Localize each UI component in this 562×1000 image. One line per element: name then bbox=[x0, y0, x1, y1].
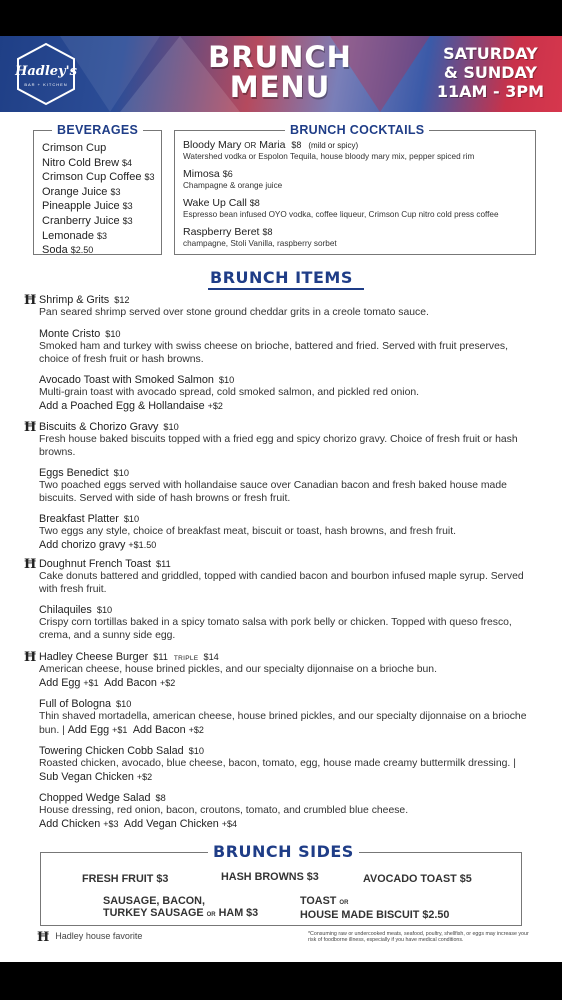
item-name-line bbox=[39, 745, 204, 758]
item-name: Chopped Wedge Salad bbox=[39, 792, 151, 804]
list-item bbox=[183, 168, 529, 191]
list-item bbox=[183, 197, 529, 220]
addon-line bbox=[39, 539, 534, 552]
item-name: Crimson Cup Coffee bbox=[42, 171, 142, 184]
item-price: $8 bbox=[291, 140, 302, 150]
item-name: Full of Bologna bbox=[39, 698, 112, 710]
item-price: $3 bbox=[144, 172, 155, 183]
item-price: $11 bbox=[153, 652, 168, 662]
logo-wordmark: Hadley's bbox=[15, 64, 77, 79]
item-name: Towering Chicken Cobb Salad bbox=[39, 745, 184, 757]
item-name-line bbox=[39, 467, 129, 480]
item-name: Orange Juice bbox=[42, 185, 108, 198]
addon-label: Add a Poached Egg & Hollandaise bbox=[39, 399, 205, 412]
list-item bbox=[42, 243, 154, 258]
favorite-legend-label: Hadley house favorite bbox=[55, 931, 143, 941]
item-price: $10 bbox=[105, 329, 121, 339]
item-description-block bbox=[39, 805, 534, 830]
item-description: Champagne & orange juice bbox=[183, 181, 283, 190]
favorite-icon: Ħ bbox=[24, 293, 37, 308]
hours-text: 11AM - 3PM bbox=[436, 82, 544, 101]
logo bbox=[14, 42, 78, 106]
addon-price: +$1.50 bbox=[128, 539, 157, 550]
consumer-advisory: *Consuming raw or undercooked meats, seafood, poultry, shellfish, or eggs may increase your risk of foodborne illness, especially if you have medical conditions. bbox=[308, 931, 529, 944]
item-description: champagne, Stoli Vanilla, raspberry sorbet bbox=[183, 239, 337, 248]
divider bbox=[208, 288, 364, 290]
days-line-2: & SUNDAY bbox=[443, 63, 537, 82]
addon-line bbox=[68, 724, 204, 736]
side-hash-browns: HASH BROWNS $3 bbox=[221, 871, 319, 883]
list-item bbox=[42, 229, 154, 244]
item-description: Two poached eggs served with hollandaise sauce over Canadian bacon and fresh baked house made biscuits. Served with side of hash browns or fresh fruit. bbox=[39, 480, 507, 504]
logo-subtext: BAR + KITCHEN bbox=[24, 82, 68, 87]
side-line: HOUSE MADE BISCUIT $2.50 bbox=[300, 909, 450, 921]
beverages-title: BEVERAGES bbox=[52, 123, 143, 137]
item-description-block bbox=[39, 664, 534, 689]
item-name: Pineapple Juice bbox=[42, 200, 120, 213]
item-price: $3 bbox=[97, 230, 108, 241]
item-price: $11 bbox=[156, 559, 171, 569]
item-name: Doughnut French Toast bbox=[39, 558, 152, 570]
item-name-line bbox=[39, 792, 166, 805]
addon-label: Add Bacon bbox=[104, 676, 157, 689]
item-or: OR bbox=[244, 141, 257, 150]
brunch-sides-box bbox=[40, 842, 522, 926]
list-item bbox=[183, 226, 529, 249]
item-name: Monte Cristo bbox=[39, 328, 101, 340]
item-name-line bbox=[39, 651, 219, 665]
item-description: Cake donuts battered and griddled, topped with candied bacon and bourbon infused maple syrup. Served with fresh fruit. bbox=[39, 571, 524, 595]
item-description-block bbox=[39, 711, 534, 737]
side-sausage-bacon bbox=[103, 895, 258, 921]
addon-line bbox=[39, 677, 534, 690]
item-name-line bbox=[39, 374, 234, 387]
item-price: $10 bbox=[163, 422, 179, 432]
side-text: HAM $3 bbox=[218, 907, 259, 919]
item-name: Breakfast Platter bbox=[39, 513, 119, 525]
side-line: SAUSAGE, BACON, bbox=[103, 895, 205, 907]
header-banner bbox=[0, 36, 562, 112]
item-price: $10 bbox=[113, 468, 129, 478]
item-price: $10 bbox=[116, 699, 132, 709]
item-price: $2.50 bbox=[70, 245, 94, 256]
addon-label: Add chorizo gravy bbox=[39, 538, 126, 551]
item-name: Lemonade bbox=[42, 229, 94, 242]
item-name: Wake Up Call bbox=[183, 197, 247, 209]
item-price: $4 bbox=[122, 157, 133, 168]
brunch-sides-title: BRUNCH SIDES bbox=[208, 842, 359, 861]
addon-line bbox=[39, 818, 534, 831]
addon-label: Add Chicken bbox=[39, 817, 101, 830]
side-text: TOAST bbox=[300, 895, 337, 907]
item-description: Smoked ham and turkey with swiss cheese on brioche, battered and fried. Served with fruit preserves, choice of fresh fruit or hash browns. bbox=[39, 341, 508, 365]
item-name: Nitro Cold Brew bbox=[42, 156, 120, 169]
addon-price: +$2 bbox=[188, 724, 204, 735]
service-hours bbox=[437, 44, 544, 101]
item-price: $8 bbox=[249, 198, 260, 208]
item-name-line bbox=[183, 168, 529, 181]
title-line-2: MENU bbox=[229, 70, 331, 104]
favorite-icon: Ħ bbox=[24, 557, 37, 572]
brunch-items-title: BRUNCH ITEMS bbox=[210, 268, 353, 287]
addon-price: +$2 bbox=[159, 677, 176, 688]
item-name: Chilaquiles bbox=[39, 604, 92, 616]
item-description-block bbox=[39, 758, 534, 784]
item-description: Roasted chicken, avocado, blue cheese, bacon, tomato, egg, house made creamy buttermilk dressing. | bbox=[39, 758, 516, 769]
item-description: American cheese, house brined pickles, and our specialty dijonnaise on a brioche bun. bbox=[39, 664, 437, 675]
item-description: Crispy corn tortillas baked in a spicy tomato salsa with pork belly or chicken. Topped with queso fresco, crema, and a sunny side egg. bbox=[39, 617, 512, 641]
cocktails-title: BRUNCH COCKTAILS bbox=[285, 123, 429, 137]
item-price: $8 bbox=[155, 793, 166, 803]
item-price: $10 bbox=[96, 605, 113, 615]
item-price: $6 bbox=[222, 169, 233, 179]
addon-label: Sub Vegan Chicken bbox=[39, 770, 134, 783]
item-description: Multi-grain toast with avocado spread, cold smoked salmon, and pickled red onion. bbox=[39, 387, 420, 398]
side-avocado-toast: AVOCADO TOAST $5 bbox=[363, 873, 472, 885]
addon-label: Add Bacon bbox=[132, 723, 186, 736]
item-name-line bbox=[39, 294, 130, 307]
item-price: $10 bbox=[123, 514, 140, 524]
item-description: Pan seared shrimp served over stone ground cheddar grits in a creole tomato sauce. bbox=[39, 307, 429, 318]
item-name-line bbox=[183, 139, 529, 152]
item-description: Watershed vodka or Espolon Tequila, house bloody mary mix, pepper spiced rim bbox=[183, 152, 475, 161]
item-name-alt: Maria bbox=[259, 139, 286, 151]
side-line bbox=[103, 907, 258, 921]
item-name: Soda bbox=[42, 244, 68, 257]
item-name-line bbox=[39, 558, 171, 571]
list-item bbox=[42, 170, 154, 185]
item-name: Avocado Toast with Smoked Salmon bbox=[39, 374, 214, 386]
side-or: OR bbox=[339, 900, 349, 906]
item-name: Shrimp & Grits bbox=[39, 294, 110, 306]
list-item bbox=[183, 139, 529, 162]
item-name: Hadley Cheese Burger bbox=[39, 651, 149, 663]
item-name: Crimson Cup bbox=[42, 142, 107, 154]
item-name-line bbox=[183, 226, 529, 239]
addon-line bbox=[39, 771, 152, 783]
beverages-list bbox=[42, 141, 154, 258]
page-title bbox=[180, 42, 380, 102]
menu-sheet bbox=[0, 36, 562, 962]
list-item bbox=[42, 199, 154, 214]
item-name-line bbox=[39, 698, 131, 711]
item-description-block bbox=[39, 387, 534, 412]
title-line-1: BRUNCH bbox=[208, 40, 352, 74]
item-price: $8 bbox=[262, 227, 273, 237]
list-item bbox=[42, 141, 154, 156]
addon-price: +$3 bbox=[103, 818, 119, 829]
item-price: $10 bbox=[188, 746, 204, 756]
addon-price: +$2 bbox=[207, 400, 223, 411]
item-name: Biscuits & Chorizo Gravy bbox=[39, 421, 159, 433]
addon-line bbox=[39, 400, 534, 413]
addon-price: +$4 bbox=[221, 818, 238, 829]
item-description: Two eggs any style, choice of breakfast meat, biscuit or toast, hash browns, and fresh fruit. bbox=[39, 526, 456, 537]
item-price: $3 bbox=[110, 186, 121, 197]
favorite-icon: Ħ bbox=[37, 930, 50, 945]
item-name: Raspberry Beret bbox=[183, 226, 260, 238]
addon-label: Add Egg bbox=[67, 723, 110, 736]
item-extra-price: $14 bbox=[203, 652, 219, 662]
addon-price: +$2 bbox=[136, 771, 153, 782]
list-item bbox=[42, 156, 154, 171]
item-price: $10 bbox=[218, 375, 235, 385]
item-name-line bbox=[183, 197, 529, 210]
item-price: $3 bbox=[122, 215, 133, 226]
favorite-icon: Ħ bbox=[24, 420, 37, 435]
addon-price: +$1 bbox=[83, 677, 99, 688]
addon-label: Add Egg bbox=[39, 676, 81, 689]
item-price: $3 bbox=[122, 201, 133, 212]
item-description: Fresh house baked biscuits topped with a fried egg and spicy chorizo gravy. Choice of fresh fruit or hash browns. bbox=[39, 434, 518, 458]
item-extra-label: TRIPLE bbox=[173, 655, 199, 662]
cocktails-box bbox=[174, 123, 536, 255]
days-line-1: SATURDAY bbox=[443, 44, 538, 63]
item-description: Thin shaved mortadella, american cheese, house brined pickles, and our specialty dijonnaise on a brioche bun. | bbox=[39, 711, 527, 736]
favorite-icon: Ħ bbox=[24, 650, 37, 665]
item-description-block bbox=[39, 526, 534, 551]
cocktails-list bbox=[183, 139, 529, 255]
item-name: Bloody Mary bbox=[183, 139, 242, 151]
addon-label: Add Vegan Chicken bbox=[123, 817, 219, 830]
list-item bbox=[42, 185, 154, 200]
item-note: (mild or spicy) bbox=[308, 141, 359, 150]
item-description: Espresso bean infused OYO vodka, coffee liqueur, Crimson Cup nitro cold press coffee bbox=[183, 210, 499, 219]
item-name-line bbox=[39, 421, 179, 434]
side-text: TURKEY SAUSAGE bbox=[103, 907, 204, 919]
beverages-box bbox=[33, 123, 162, 257]
side-fresh-fruit: FRESH FRUIT $3 bbox=[82, 873, 169, 885]
item-name-line bbox=[39, 513, 139, 526]
side-toast-biscuit bbox=[300, 895, 449, 921]
addon-price: +$1 bbox=[112, 724, 128, 735]
item-price: $12 bbox=[114, 295, 130, 305]
side-line bbox=[300, 895, 449, 909]
side-or: OR bbox=[206, 912, 216, 918]
list-item bbox=[42, 214, 154, 229]
item-name: Eggs Benedict bbox=[39, 467, 109, 479]
favorite-legend bbox=[37, 930, 142, 945]
item-name: Mimosa bbox=[183, 168, 220, 180]
item-name-line bbox=[39, 604, 112, 617]
item-description: House dressing, red onion, bacon, croutons, tomato, and crumbled blue cheese. bbox=[39, 805, 409, 816]
item-name: Cranberry Juice bbox=[42, 214, 120, 227]
item-name-line bbox=[39, 328, 121, 341]
